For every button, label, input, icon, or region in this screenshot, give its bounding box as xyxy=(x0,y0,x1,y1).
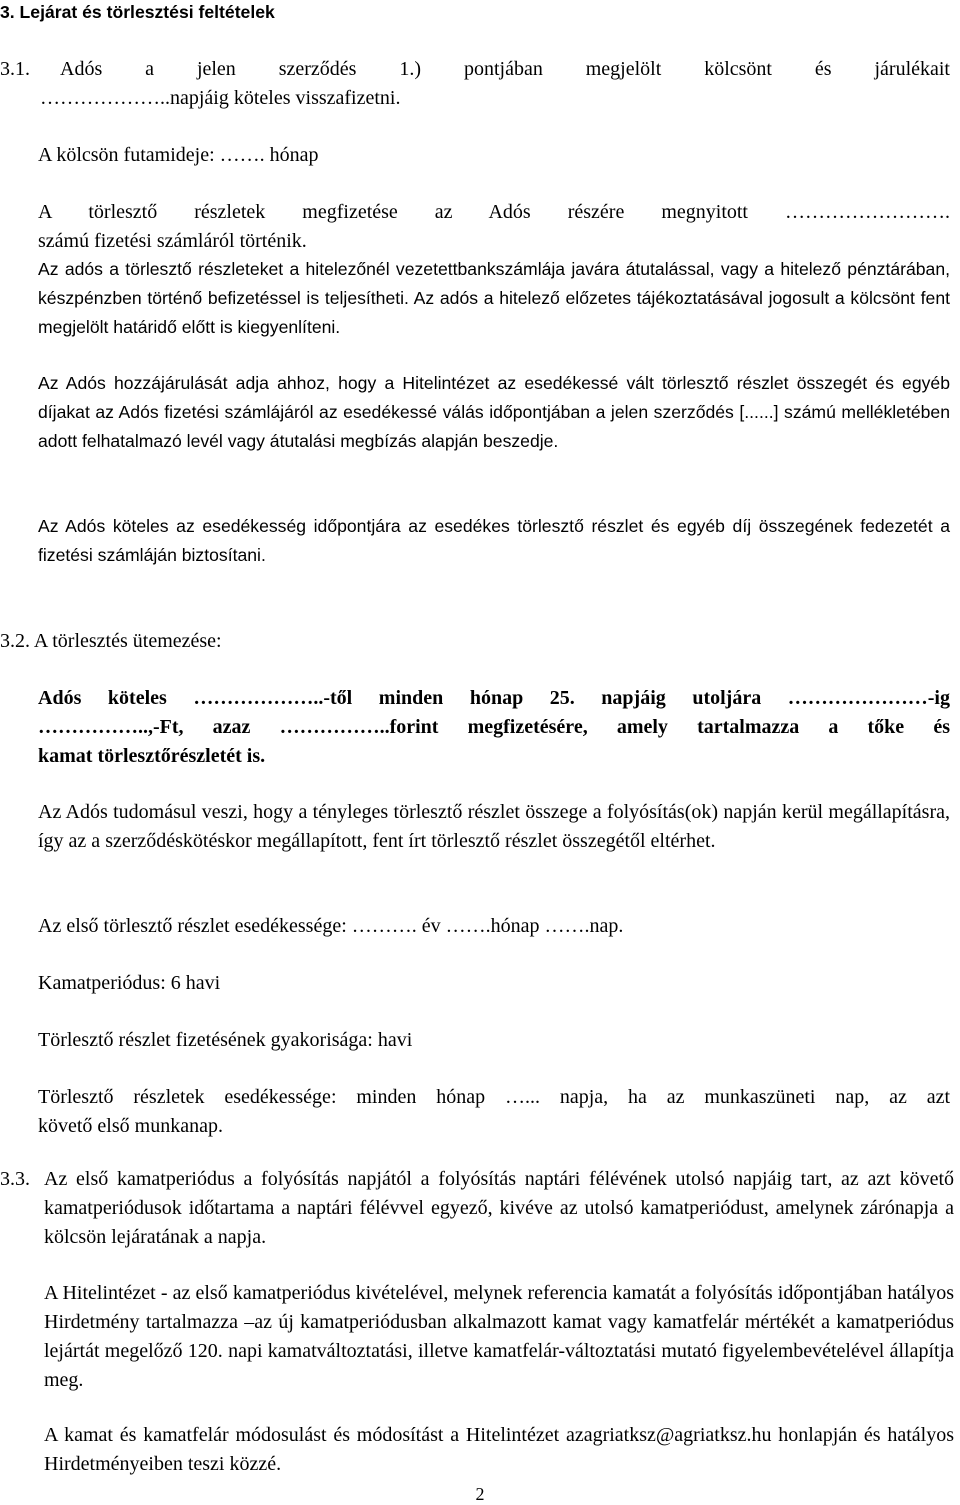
schedule-line-1: Adós köteles ………………..-től minden hónap 25. napjáig utoljára …………………-ig xyxy=(38,687,950,709)
schedule-line-2: ……………..,-Ft, azaz ……………..forint megfizetésére, amely tartalmazza a tőke és xyxy=(38,716,950,738)
due-date-paragraph xyxy=(38,1083,950,1141)
schedule-line-3: kamat törlesztőrészletét is. xyxy=(38,745,266,767)
section-3-3-number: 3.3. xyxy=(0,1168,30,1190)
payment-frequency-line: Törlesztő részlet fizetésének gyakorisága: havi xyxy=(38,1029,413,1051)
cover-paragraph: Az Adós köteles az esedékesség időpontjára az esedékes törlesztő részlet és egyéb díj összegének fedezetét a fizetési számláján biztosítani. xyxy=(38,516,950,565)
section-3-1-number: 3.1. xyxy=(0,58,30,80)
schedule-paragraph xyxy=(38,684,950,771)
section-heading: 3. Lejárat és törlesztési feltételek xyxy=(0,2,275,22)
account-line-2: számú fizetési számláról történik. xyxy=(38,230,307,252)
section-3-1-text xyxy=(40,55,950,113)
section-3-1-line-2: ………………..napjáig köteles visszafizetni. xyxy=(40,87,401,109)
interest-period-line: Kamatperiódus: 6 havi xyxy=(38,972,221,994)
account-line-1: A törlesztő részletek megfizetése az Adós részére megnyitott ……………………. xyxy=(38,201,950,223)
account-paragraph xyxy=(38,198,950,256)
section-3-1-line-1: Adós a jelen szerződés 1.) pontjában megjelölt kölcsönt és járulékait xyxy=(60,58,950,80)
section-3-2-title: 3.2. A törlesztés ütemezése: xyxy=(0,630,222,652)
first-due-line: Az első törlesztő részlet esedékessége: ………. év …….hónap …….nap. xyxy=(38,915,624,937)
loan-term-line: A kölcsön futamideje: ……. hónap xyxy=(38,144,319,166)
transfer-paragraph: Az adós a törlesztő részleteket a hitelezőnél vezetettbankszámlája javára átutalással, vagy a hitelező pénztárában, készpénzben történő befizetéssel is teljesítheti. Az adós a hitelező előzetes tájékoztatásával jogosult a kölcsönt fent megjelölt határidő előtt is kiegyenlíteni. xyxy=(38,259,950,337)
consent-paragraph: Az Adós hozzájárulását adja ahhoz, hogy a Hitelintézet az esedékessé vált törlesztő részlet összegét és egyéb díjakat az Adós fizetési számlájáról az esedékessé válás időpontjában a jelen szerződés [......] számú mellékletében adott felhatalmazó levél vagy átutalási megbízás alapján beszedje. xyxy=(38,373,950,451)
publication-paragraph: A kamat és kamatfelár módosulást és módosítást a Hitelintézet azagriatksz@agriatksz.hu honlapján és hatályos Hirdetményeiben teszi közzé. xyxy=(44,1424,954,1475)
actual-amount-paragraph: Az Adós tudomásul veszi, hogy a tényleges törlesztő részlet összege a folyósítás(ok) napján kerül megállapításra, így az a szerződéskötéskor megállapított, fent írt törlesztő részlet összegétől eltérhet. xyxy=(38,801,950,852)
page-number: 2 xyxy=(475,1484,485,1504)
reference-rate-paragraph: A Hitelintézet - az első kamatperiódus kivételével, melynek referencia kamatát a folyósítás időpontjában hatályos Hirdetmény tartalmazza –az új kamatperiódusban alkalmazott kamat vagy kamatfelár mértékét a kamatperiódus lejártát megelőző 120. napi kamatváltoztatási, illetve kamatfelár-változtatási mutató figyelembevételével állapítja meg. xyxy=(44,1282,954,1391)
due-date-line-1: Törlesztő részletek esedékessége: minden hónap …... napja, ha az munkaszüneti nap, az azt xyxy=(38,1086,950,1108)
due-date-line-2: követő első munkanap. xyxy=(38,1115,223,1137)
section-3-3-text: Az első kamatperiódus a folyósítás napjától a folyósítás naptári félévének utolsó napjáig tart, az azt követő kamatperiódusok időtartama a naptári félévvel egyező, kivéve az utolsó kamatperiódust, amelynek zárónapja a kölcsön lejáratának a napja. xyxy=(44,1168,954,1248)
